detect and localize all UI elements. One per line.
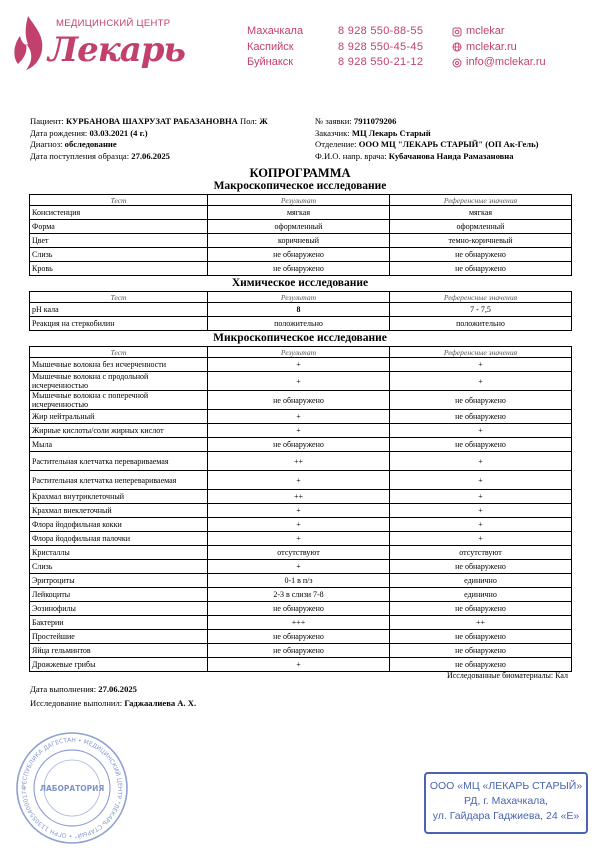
city: Махачкала [247,25,304,37]
patient-name-line: Пациент: КУРБАНОВА ШАХРУЗАТ РАБАЗАНОВНА Пол: Ж [30,116,268,126]
test-result: 8 [208,303,390,317]
reference-value: + [390,358,572,372]
reference-value: + [390,490,572,504]
table-header [30,347,572,358]
dob-line: Дата рождения: 03.03.2021 (4 г.) [30,127,148,138]
test-result: ++ [208,452,390,471]
reference-value: темно-коричневый [390,234,572,248]
reference-value: не обнаружено [390,248,572,262]
table-row [30,248,572,262]
logo-subtitle: МЕДИЦИНСКИЙ ЦЕНТР [56,18,171,29]
test-result: + [208,532,390,546]
reference-value: единично [390,574,572,588]
clinic-logo [8,8,185,80]
completion-date: 27.06.2025 [98,684,137,694]
test-name: Флора йодофильная кокки [30,518,208,532]
stamp-line: ООО «МЦ «ЛЕКАРЬ СТАРЫЙ» [429,780,583,792]
table-row [30,372,572,391]
section-title-chem: Химическое исследование [231,277,369,289]
instagram-handle: mclekar [466,25,505,37]
table-row [30,452,572,471]
doctor: Кубачанова Наида Рамазановна [388,150,514,161]
reference-value: + [390,372,572,391]
document-title: КОПРОГРАММА [249,166,351,180]
test-name: Растительная клетчатка перевариваемая [30,452,208,471]
test-name: Консистенция [30,206,208,220]
patient-dob: 03.03.2021 (4 г.) [89,127,148,138]
table-row [30,616,572,630]
section-title-micro: Микроскопическое исследование [213,332,387,344]
seal-ring-text: РЕСПУБЛИКА ДАГЕСТАН • МЕДИЦИНСКИЙ ЦЕНТР "ЛЕКАРЬ СТАРЫЙ" • ОГРН 1130554000174 [20,736,124,840]
reference-value: ++ [390,616,572,630]
table-row [30,471,572,490]
test-name: Растительная клетчатка неперевариваемая [30,471,208,490]
phone: 8 928 550-21-12 [338,56,424,68]
table-row [30,602,572,616]
email-contact [452,55,546,71]
order-info [315,116,585,162]
test-result: не обнаружено [208,248,390,262]
logo-name: Лекарь [48,30,185,70]
test-result: + [208,658,390,672]
website-contact [452,40,546,56]
test-name: Флора йодофильная палочки [30,532,208,546]
instagram-contact [452,24,546,40]
table-row [30,424,572,438]
globe-icon [452,42,462,52]
test-name: Эритроциты [30,574,208,588]
seal-center-text: ЛАБОРАТОРИЯ [39,784,105,793]
test-result: +++ [208,616,390,630]
test-result: оформленный [208,220,390,234]
customer-line: Заказчик: МЦ Лекарь Старый [315,127,431,138]
col-test: Тест [30,347,208,358]
cities-list [247,24,303,71]
reference-value: не обнаружено [390,644,572,658]
reference-value: 7 - 7,5 [390,303,572,317]
test-result: не обнаружено [208,644,390,658]
test-result: + [208,410,390,424]
reference-value: не обнаружено [390,391,572,410]
website-url: mclekar.ru [466,40,517,53]
reference-value: мягкая [390,206,572,220]
table-row [30,504,572,518]
reference-value: + [390,532,572,546]
test-name: Мышечные волокна с продольной исчерченностью [30,372,208,391]
stamp-line: ул. Гайдара Гаджиева, 24 «Е» [432,810,580,822]
table-row [30,644,572,658]
test-name: Реакция на стеркобилин [30,317,208,331]
test-result: + [208,424,390,438]
table-header [30,292,572,303]
received-line: Дата поступления образца: 27.06.2025 [30,150,170,161]
test-result: + [208,560,390,574]
test-name: Цвет [30,234,208,248]
test-name: Бактерии [30,616,208,630]
test-result: не обнаружено [208,391,390,410]
table-row [30,560,572,574]
test-result: не обнаружено [208,602,390,616]
performed-by: Гаджаалиева А. Х. [124,698,197,708]
test-result: мягкая [208,206,390,220]
reference-value: не обнаружено [390,630,572,644]
test-name: Слизь [30,248,208,262]
test-name: Простейшие [30,630,208,644]
laboratory-seal [14,730,130,846]
test-result: + [208,471,390,490]
reference-value: + [390,504,572,518]
table-row [30,262,572,276]
test-result: ++ [208,490,390,504]
table-row [30,658,572,672]
test-name: Эозинофилы [30,602,208,616]
reference-value: не обнаружено [390,438,572,452]
col-test: Тест [30,195,208,206]
test-name: Дрожжевые грибы [30,658,208,672]
diagnosis: обследование [64,139,117,150]
test-name: Жирные кислоты/соли жирных кислот [30,424,208,438]
chem-rows [30,303,572,331]
table-row [30,234,572,248]
micro-table [29,346,572,672]
col-result: Результат [208,347,390,358]
table-row [30,206,572,220]
section-title-macro: Макроскопическое исследование [213,180,387,192]
table-row [30,317,572,331]
customer: МЦ Лекарь Старый [351,127,431,138]
table-row [30,220,572,234]
order-number: 7911079206 [353,116,397,126]
email-address: info@mclekar.ru [466,56,546,68]
patient-sex: Ж [259,116,268,126]
reference-value: + [390,471,572,490]
test-name: Лейкоциты [30,588,208,602]
micro-rows [30,358,572,672]
test-name: Жир нейтральный [30,410,208,424]
performed-by-line: Исследование выполнил: Гаджаалиева А. Х. [30,698,197,708]
doctor-line: Ф.И.О. напр. врача: Кубачанова Наида Рамазановна [315,150,514,161]
completion-date-line: Дата выполнения: 27.06.2025 [30,684,137,694]
table-row [30,518,572,532]
phone: 8 928 550-45-45 [338,40,424,53]
test-result: + [208,518,390,532]
test-name: Слизь [30,560,208,574]
test-result: 0-1 в п/з [208,574,390,588]
col-ref: Референсные значения [390,292,572,303]
patient-name: КУРБАНОВА ШАХРУЗАТ РАБАЗАНОВНА [65,116,238,126]
macro-table [29,194,572,276]
test-name: Мышечные волокна без исчерченности [30,358,208,372]
col-test: Тест [30,292,208,303]
test-name: Мышечные волокна с поперечной исчерченностью [30,391,208,410]
logo-flame-icon [8,14,48,74]
test-result: отсутствуют [208,546,390,560]
test-result: + [208,358,390,372]
letterhead [0,0,600,92]
reference-value: не обнаружено [390,410,572,424]
clinic-stamp [424,772,588,834]
col-ref: Референсные значения [390,347,572,358]
received-date: 27.06.2025 [131,150,170,161]
department-line: Отделение: ООО МЦ "ЛЕКАРЬ СТАРЫЙ" (ОП Ак-Гель) [315,139,539,150]
city: Буйнакск [247,56,294,68]
reference-value: не обнаружено [390,262,572,276]
table-row [30,358,572,372]
test-result: + [208,372,390,391]
city: Каспийск [247,40,294,53]
table-row [30,438,572,452]
col-result: Результат [208,195,390,206]
reference-value: не обнаружено [390,560,572,574]
test-result: не обнаружено [208,438,390,452]
department: ООО МЦ "ЛЕКАРЬ СТАРЫЙ" (ОП Ак-Гель) [358,139,539,150]
macro-rows [30,206,572,276]
table-row [30,574,572,588]
reference-value: положительно [390,317,572,331]
table-row [30,630,572,644]
stamp-line: РД, г. Махачкала, [463,795,549,807]
test-name: Кровь [30,262,208,276]
reference-value: не обнаружено [390,602,572,616]
test-name: Форма [30,220,208,234]
table-row [30,410,572,424]
reference-value: оформленный [390,220,572,234]
test-name: Кристаллы [30,546,208,560]
table-row [30,588,572,602]
table-row [30,546,572,560]
reference-value: не обнаружено [390,658,572,672]
col-result: Результат [208,292,390,303]
test-result: не обнаружено [208,630,390,644]
contacts-list [452,24,546,71]
test-result: 2-3 в слизи 7-8 [208,588,390,602]
table-row [30,303,572,317]
patient-info [30,116,315,162]
reference-value: отсутствуют [390,546,572,560]
biomaterial-note: Исследованные биоматериалы: Кал [446,671,568,680]
diagnosis-line: Диагноз: обследование [30,139,117,150]
table-row [30,391,572,410]
test-name: Крахмал внутриклеточный [30,490,208,504]
test-name: Крахмал внеклеточный [30,504,208,518]
chem-table [29,291,572,331]
table-header [30,195,572,206]
test-name: Мыла [30,438,208,452]
reference-value: + [390,452,572,471]
test-result: положительно [208,317,390,331]
order-line: № заявки: 7911079206 [315,116,397,126]
phone: 8 928 550-88-55 [338,25,424,37]
test-result: не обнаружено [208,262,390,276]
test-name: Яйца гельминтов [30,644,208,658]
reference-value: + [390,518,572,532]
seal-graphic [14,730,130,846]
table-row [30,490,572,504]
phones-list [338,24,423,71]
email-icon [452,58,462,68]
col-ref: Референсные значения [390,195,572,206]
reference-value: + [390,424,572,438]
table-row [30,532,572,546]
reference-value: единично [390,588,572,602]
instagram-icon [452,27,462,37]
test-result: + [208,504,390,518]
test-result: коричневый [208,234,390,248]
test-name: pH кала [30,303,208,317]
